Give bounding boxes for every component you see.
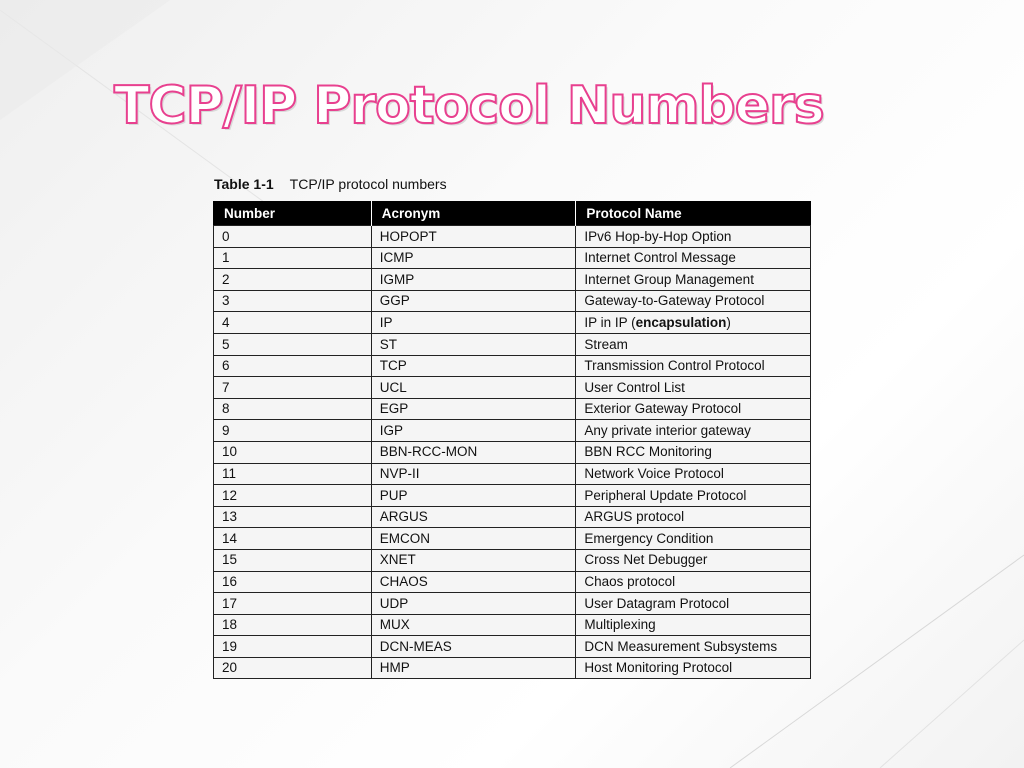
- header-protocol-name: Protocol Name: [576, 202, 811, 226]
- cell-number: 3: [214, 290, 372, 312]
- cell-acronym: UCL: [371, 377, 576, 399]
- cell-protocol-name: Exterior Gateway Protocol: [576, 398, 811, 420]
- cell-acronym: ICMP: [371, 247, 576, 269]
- table-row: [214, 636, 811, 658]
- cell-number: 9: [214, 420, 372, 442]
- table-row: [214, 290, 811, 312]
- cell-acronym: EMCON: [371, 528, 576, 550]
- cell-protocol-name: Emergency Condition: [576, 528, 811, 550]
- cell-acronym: GGP: [371, 290, 576, 312]
- cell-protocol-name: IPv6 Hop-by-Hop Option: [576, 226, 811, 248]
- cell-acronym: HOPOPT: [371, 226, 576, 248]
- table-row: [214, 485, 811, 507]
- table-row: [214, 463, 811, 485]
- cell-protocol-name: DCN Measurement Subsystems: [576, 636, 811, 658]
- cell-acronym: UDP: [371, 593, 576, 615]
- cell-number: 15: [214, 549, 372, 571]
- table-row: [214, 593, 811, 615]
- cell-acronym: EGP: [371, 398, 576, 420]
- cell-protocol-name: User Datagram Protocol: [576, 593, 811, 615]
- cell-number: 0: [214, 226, 372, 248]
- cell-number: 4: [214, 312, 372, 334]
- table-row: [214, 657, 811, 679]
- cell-protocol-name-prefix: IP in IP (: [584, 314, 636, 330]
- table-row: [214, 441, 811, 463]
- header-number: Number: [214, 202, 372, 226]
- table-header-row: [214, 202, 811, 226]
- table-row: [214, 247, 811, 269]
- cell-protocol-name: Chaos protocol: [576, 571, 811, 593]
- cell-protocol-name: ARGUS protocol: [576, 506, 811, 528]
- cell-protocol-name: Host Monitoring Protocol: [576, 657, 811, 679]
- cell-acronym: IP: [371, 312, 576, 334]
- decor-line-bottom-right-b: [880, 640, 1024, 768]
- table-row: [214, 571, 811, 593]
- table-row: [214, 528, 811, 550]
- cell-protocol-name: Internet Group Management: [576, 269, 811, 291]
- cell-number: 18: [214, 614, 372, 636]
- cell-number: 11: [214, 463, 372, 485]
- cell-number: 13: [214, 506, 372, 528]
- table-row: [214, 614, 811, 636]
- table-row: [214, 420, 811, 442]
- cell-protocol-name: Transmission Control Protocol: [576, 355, 811, 377]
- cell-protocol-name: Internet Control Message: [576, 247, 811, 269]
- cell-protocol-name: Network Voice Protocol: [576, 463, 811, 485]
- cell-acronym: XNET: [371, 549, 576, 571]
- cell-acronym: HMP: [371, 657, 576, 679]
- table-caption-label: Table 1-1: [214, 176, 274, 192]
- cell-acronym: ST: [371, 333, 576, 355]
- cell-number: 10: [214, 441, 372, 463]
- table-caption: [214, 176, 447, 192]
- table-row: [214, 226, 811, 248]
- table-row: [214, 355, 811, 377]
- header-acronym: Acronym: [371, 202, 576, 226]
- cell-number: 2: [214, 269, 372, 291]
- cell-protocol-name-suffix: ): [726, 314, 731, 330]
- cell-number: 19: [214, 636, 372, 658]
- cell-number: 14: [214, 528, 372, 550]
- cell-protocol-name-emphasis: encapsulation: [635, 314, 727, 330]
- cell-acronym: IGP: [371, 420, 576, 442]
- cell-acronym: BBN-RCC-MON: [371, 441, 576, 463]
- table-row: [214, 269, 811, 291]
- cell-number: 6: [214, 355, 372, 377]
- cell-protocol-name: BBN RCC Monitoring: [576, 441, 811, 463]
- cell-acronym: PUP: [371, 485, 576, 507]
- cell-protocol-name: [576, 312, 811, 334]
- cell-protocol-name: Multiplexing: [576, 614, 811, 636]
- table-caption-text: TCP/IP protocol numbers: [289, 176, 447, 192]
- table-row: [214, 377, 811, 399]
- cell-acronym: CHAOS: [371, 571, 576, 593]
- cell-protocol-name: Gateway-to-Gateway Protocol: [576, 290, 811, 312]
- cell-acronym: ARGUS: [371, 506, 576, 528]
- cell-protocol-name: User Control List: [576, 377, 811, 399]
- table-row: [214, 506, 811, 528]
- table-row: [214, 312, 811, 334]
- cell-acronym: TCP: [371, 355, 576, 377]
- cell-number: 12: [214, 485, 372, 507]
- table-row: [214, 398, 811, 420]
- table-row: [214, 333, 811, 355]
- table-row: [214, 549, 811, 571]
- cell-protocol-name: Stream: [576, 333, 811, 355]
- cell-acronym: MUX: [371, 614, 576, 636]
- cell-protocol-name: Cross Net Debugger: [576, 549, 811, 571]
- cell-protocol-name: Peripheral Update Protocol: [576, 485, 811, 507]
- cell-acronym: IGMP: [371, 269, 576, 291]
- cell-number: 5: [214, 333, 372, 355]
- cell-protocol-name: Any private interior gateway: [576, 420, 811, 442]
- cell-acronym: DCN-MEAS: [371, 636, 576, 658]
- cell-number: 7: [214, 377, 372, 399]
- slide-title: TCP/IP Protocol Numbers: [114, 76, 824, 136]
- cell-number: 8: [214, 398, 372, 420]
- cell-number: 17: [214, 593, 372, 615]
- cell-number: 20: [214, 657, 372, 679]
- protocol-numbers-table: [213, 201, 811, 679]
- cell-acronym: NVP-II: [371, 463, 576, 485]
- cell-number: 1: [214, 247, 372, 269]
- cell-number: 16: [214, 571, 372, 593]
- table-body: [214, 226, 811, 679]
